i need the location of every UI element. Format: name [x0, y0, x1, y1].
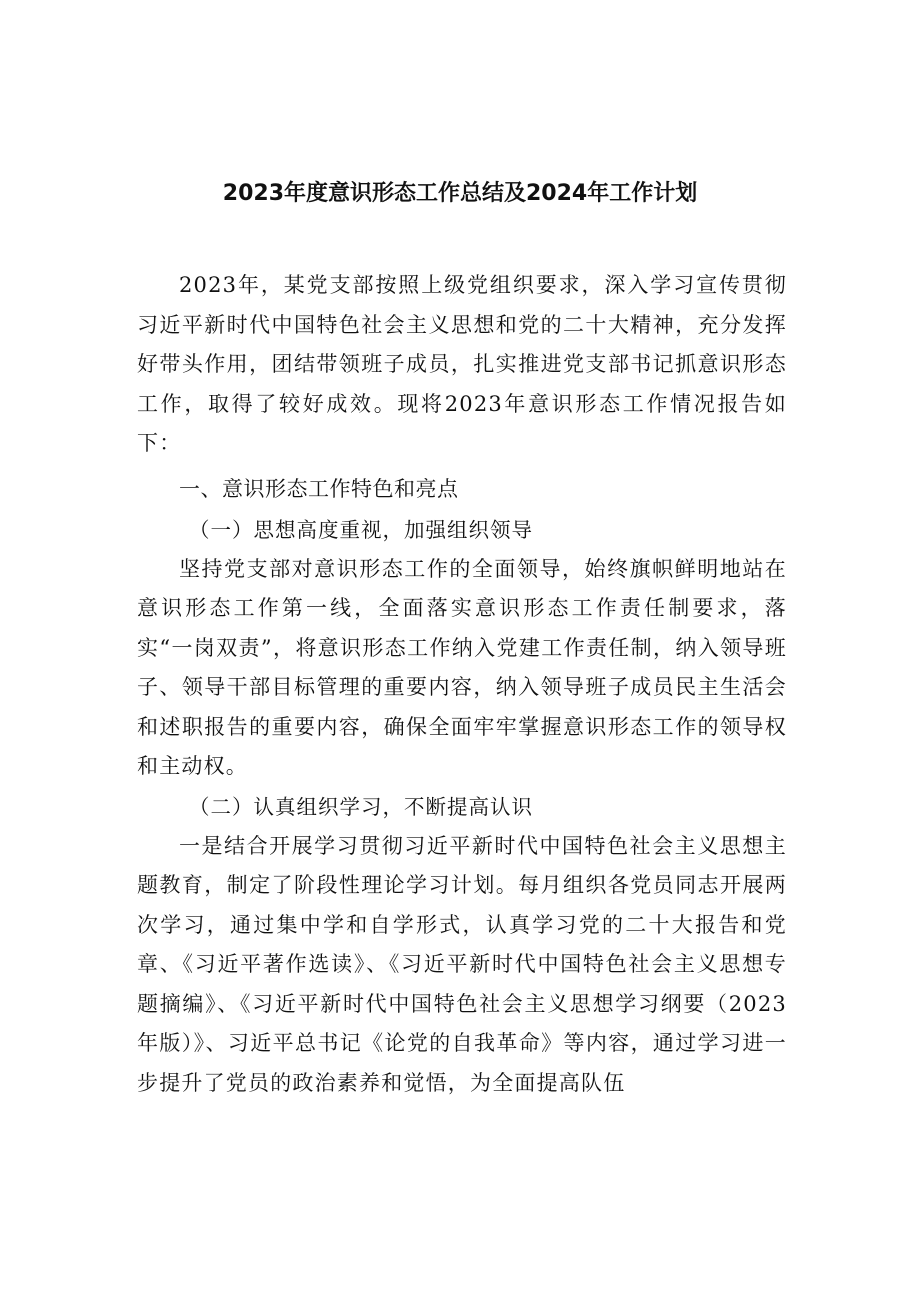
subsection-paragraph-1: 坚持党支部对意识形态工作的全面领导，始终旗帜鲜明地站在意识形态工作第一线，全面落实意识形态工作责任制要求，落实“一岗双责”，将意识形态工作纳入党建工作责任制，纳入领导班子、领导干部目标管理的重要内容，纳入领导班子成员民主生活会和述职报告的重要内容，确保全面牢牢掌握意识形态工作的领导权和主动权。 [137, 556, 787, 778]
section-heading-1: 一、意识形态工作特色和亮点 [179, 476, 459, 501]
subsection-heading-2: （二）认真组织学习，不断提高认识 [189, 794, 533, 819]
document-body [137, 266, 787, 1103]
subsection-heading-1: （一）思想高度重视，加强组织领导 [189, 517, 533, 542]
document-title: 2023年度意识形态工作总结及2024年工作计划 [222, 181, 698, 206]
intro-paragraph: 2023年，某党支部按照上级党组织要求，深入学习宣传贯彻习近平新时代中国特色社会主义思想和党的二十大精神，充分发挥好带头作用，团结带领班子成员，扎实推进党支部书记抓意识形态工作，取得了较好成效。现将2023年意识形态工作情况报告如下： [137, 273, 787, 455]
subsection-paragraph-2: 一是结合开展学习贯彻习近平新时代中国特色社会主义思想主题教育，制定了阶段性理论学习计划。每月组织各党员同志开展两次学习，通过集中学和自学形式，认真学习党的二十大报告和党章、《习近平著作选读》、《习近平新时代中国特色社会主义思想专题摘编》、《习近平新时代中国特色社会主义思想学习纲要（2023年版）》、习近平总书记《论党的自我革命》等内容，通过学习进一步提升了党员的政治素养和觉悟，为全面提高队伍 [137, 833, 787, 1095]
